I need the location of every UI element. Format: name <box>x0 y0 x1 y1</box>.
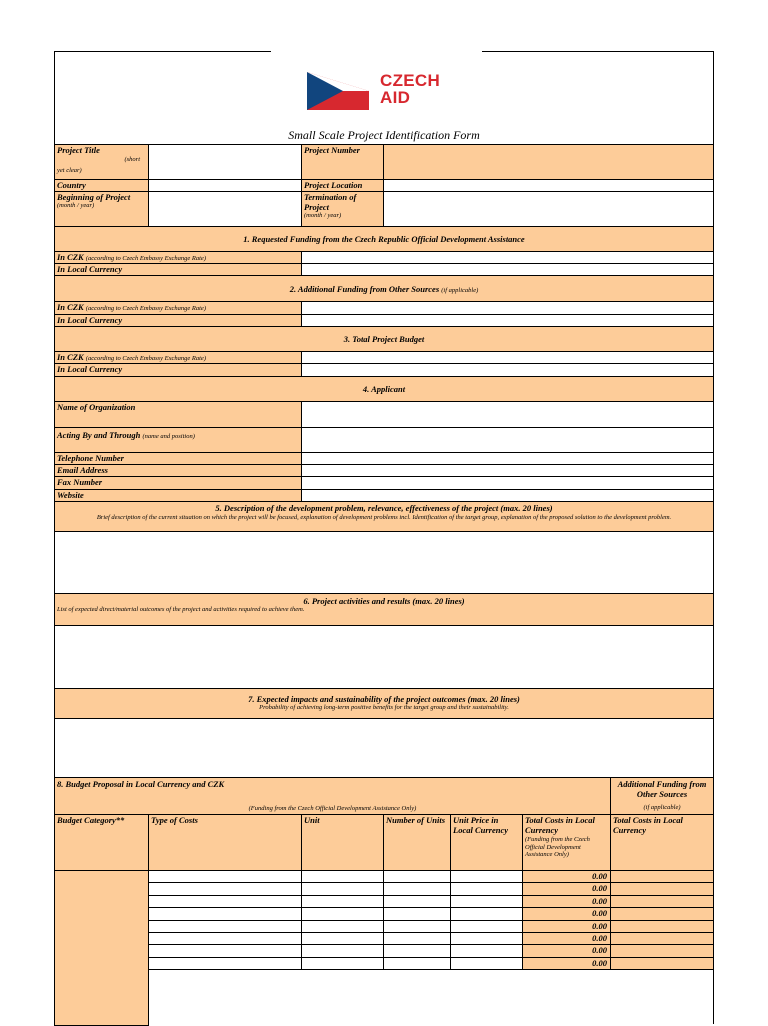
beginning-text: Beginning of Project <box>57 192 131 202</box>
org-name-label: Name of Organization <box>54 401 302 428</box>
budget-row-2-unit-cell[interactable] <box>301 882 384 895</box>
section-5-field[interactable] <box>54 531 714 594</box>
col-total-costs <box>522 814 611 871</box>
section-3-title: 3. Total Project Budget <box>54 326 714 352</box>
czech-flag-icon <box>307 72 369 110</box>
project-title-text: Project Title <box>57 145 100 155</box>
section-1-title: 1. Requested Funding from the Czech Republic Official Development Assistance <box>54 226 714 252</box>
additional-funding-text: Additional Funding from Other Sources <box>617 779 707 799</box>
budget-row-5-number-cell[interactable] <box>383 920 451 933</box>
budget-row-6-unit-cell[interactable] <box>301 932 384 945</box>
budget-row-6-total-cell: 0.00 <box>522 932 611 945</box>
project-title-note-a: (short <box>124 156 140 163</box>
section-5-note: Brief description of the current situation on which the project will be focused, explanation of development problems incl. Identification of the target group, explanation of the proposed solution to the development problem. <box>96 514 672 521</box>
col-total-costs-note: (Funding from the Czech Official Development Assistance Only) <box>525 836 590 858</box>
budget-row-1-number-cell[interactable] <box>383 870 451 883</box>
section-6-field[interactable] <box>54 625 714 689</box>
budget-row-5-unit-cell[interactable] <box>301 920 384 933</box>
termination-field[interactable] <box>383 191 714 227</box>
s2-czk-text: In CZK <box>57 302 84 312</box>
budget-row-5-price-cell[interactable] <box>450 920 523 933</box>
budget-row-4-other-cell[interactable] <box>610 907 714 920</box>
s1-czk-note: (according to Czech Embassy Exchange Rate) <box>85 255 206 262</box>
col-unit: Unit <box>301 814 384 871</box>
budget-row-8-unit-cell[interactable] <box>301 957 384 970</box>
logo-gap <box>271 48 482 54</box>
budget-row-8-type-cell[interactable] <box>148 957 302 970</box>
section-6-header <box>54 593 714 626</box>
section-5-header <box>54 501 714 532</box>
acting-field[interactable] <box>301 427 714 453</box>
acting-note: (name and position) <box>142 433 195 440</box>
org-name-field[interactable] <box>301 401 714 428</box>
s3-local-field[interactable] <box>301 363 714 377</box>
email-label: Email Address <box>54 464 302 477</box>
section-7-field[interactable] <box>54 718 714 778</box>
project-title-note-b: yet clear) <box>57 166 82 174</box>
budget-row-8-other-cell[interactable] <box>610 957 714 970</box>
budget-row-8-total-cell: 0.00 <box>522 957 611 970</box>
termination-text-a: Termination of <box>304 192 357 202</box>
budget-row-5-total-cell: 0.00 <box>522 920 611 933</box>
col-type-of-costs: Type of Costs <box>148 814 302 871</box>
section-8-funding-note: (Funding from the Czech Official Development Assistance Only) <box>248 805 417 812</box>
budget-row-4-type-cell[interactable] <box>148 907 302 920</box>
fax-field[interactable] <box>301 476 714 490</box>
budget-row-5-type-cell[interactable] <box>148 920 302 933</box>
budget-row-6-type-cell[interactable] <box>148 932 302 945</box>
czech-aid-logo <box>307 70 457 114</box>
budget-row-7-unit-cell[interactable] <box>301 944 384 957</box>
budget-row-2-price-cell[interactable] <box>450 882 523 895</box>
s2-czk-field[interactable] <box>301 301 714 315</box>
project-title-label <box>54 144 149 180</box>
section-6-title: 6. Project activities and results (max. 20 lines) <box>303 596 465 606</box>
section-2-title <box>54 275 714 302</box>
budget-row-1-type-cell[interactable] <box>148 870 302 883</box>
section-8-title: 8. Budget Proposal in Local Currency and CZK <box>57 779 225 789</box>
section-7-title: 7. Expected impacts and sustainability of the project outcomes (max. 20 lines) <box>248 694 520 704</box>
project-number-field[interactable] <box>383 144 714 180</box>
budget-row-3-type-cell[interactable] <box>148 895 302 908</box>
budget-row-1-total-cell: 0.00 <box>522 870 611 883</box>
budget-row-7-type-cell[interactable] <box>148 944 302 957</box>
additional-funding-note: (if applicable) <box>643 804 681 811</box>
budget-row-4-price-cell[interactable] <box>450 907 523 920</box>
budget-row-7-number-cell[interactable] <box>383 944 451 957</box>
section-6-note: List of expected direct/material outcomes of the project and activities required to achieve them. <box>57 606 305 613</box>
section-2-note: (if applicable) <box>441 287 479 294</box>
budget-row-2-number-cell[interactable] <box>383 882 451 895</box>
budget-row-2-other-cell[interactable] <box>610 882 714 895</box>
logo-text <box>380 72 440 106</box>
budget-row-3-other-cell[interactable] <box>610 895 714 908</box>
budget-row-7-price-cell[interactable] <box>450 944 523 957</box>
budget-row-6-price-cell[interactable] <box>450 932 523 945</box>
budget-row-3-unit-cell[interactable] <box>301 895 384 908</box>
s3-czk-note: (according to Czech Embassy Exchange Rate) <box>85 355 206 362</box>
budget-row-8-number-cell[interactable] <box>383 957 451 970</box>
termination-text-b: Project <box>304 202 330 212</box>
form-title: Small Scale Project Identification Form <box>288 128 480 142</box>
budget-row-7-other-cell[interactable] <box>610 944 714 957</box>
col-unit-price: Unit Price in Local Currency <box>450 814 523 871</box>
section-4-title: 4. Applicant <box>54 376 714 402</box>
fax-label: Fax Number <box>54 476 302 490</box>
col-budget-category: Budget Category** <box>54 814 149 871</box>
s3-czk-text: In CZK <box>57 352 84 362</box>
project-title-field[interactable] <box>148 144 302 180</box>
project-number-label: Project Number <box>301 144 384 180</box>
budget-row-1-other-cell[interactable] <box>610 870 714 883</box>
section-8-header <box>54 777 611 815</box>
logo-line-aid: AID <box>380 88 411 107</box>
budget-row-4-number-cell[interactable] <box>383 907 451 920</box>
budget-row-1-unit-cell[interactable] <box>301 870 384 883</box>
col-total-costs-text: Total Costs in Local Currency <box>525 815 595 835</box>
col-other-total: Total Costs in Local Currency <box>610 814 714 871</box>
s2-czk-label <box>54 301 302 315</box>
budget-row-5-other-cell[interactable] <box>610 920 714 933</box>
budget-row-6-number-cell[interactable] <box>383 932 451 945</box>
additional-funding-header <box>610 777 714 815</box>
country-label: Country <box>54 179 149 192</box>
acting-text: Acting By and Through <box>57 430 141 440</box>
acting-label <box>54 427 302 453</box>
termination-note: (month / year) <box>304 212 342 219</box>
beginning-field[interactable] <box>148 191 302 227</box>
budget-row-2-type-cell[interactable] <box>148 882 302 895</box>
beginning-label <box>54 191 149 227</box>
budget-row-7-total-cell: 0.00 <box>522 944 611 957</box>
project-location-label: Project Location <box>301 179 384 192</box>
section-7-note: Probability of achieving long-term positive benefits for the target group and their sustainability. <box>259 704 509 711</box>
termination-label <box>301 191 384 227</box>
budget-row-4-unit-cell[interactable] <box>301 907 384 920</box>
budget-row-4-total-cell: 0.00 <box>522 907 611 920</box>
budget-category-cell[interactable] <box>54 870 149 1026</box>
website-label: Website <box>54 489 302 502</box>
budget-row-3-total-cell: 0.00 <box>522 895 611 908</box>
budget-row-6-other-cell[interactable] <box>610 932 714 945</box>
col-number-of-units: Number of Units <box>383 814 451 871</box>
logo-line-czech: CZECH <box>380 71 441 90</box>
s2-local-label: In Local Currency <box>54 314 302 327</box>
s2-czk-note: (according to Czech Embassy Exchange Rate) <box>85 305 206 312</box>
telephone-label: Telephone Number <box>54 452 302 465</box>
budget-row-8-price-cell[interactable] <box>450 957 523 970</box>
budget-row-1-price-cell[interactable] <box>450 870 523 883</box>
section-7-header <box>54 688 714 719</box>
s1-local-label: In Local Currency <box>54 263 302 276</box>
s3-local-label: In Local Currency <box>54 363 302 377</box>
budget-row-3-price-cell[interactable] <box>450 895 523 908</box>
s1-czk-text: In CZK <box>57 252 84 262</box>
beginning-note: (month / year) <box>57 202 95 209</box>
section-5-title: 5. Description of the development problem, relevance, effectiveness of the project (max. 20 lines) <box>215 503 553 513</box>
budget-row-3-number-cell[interactable] <box>383 895 451 908</box>
budget-row-2-total-cell: 0.00 <box>522 882 611 895</box>
section-2-title-text: 2. Additional Funding from Other Sources <box>289 284 440 294</box>
